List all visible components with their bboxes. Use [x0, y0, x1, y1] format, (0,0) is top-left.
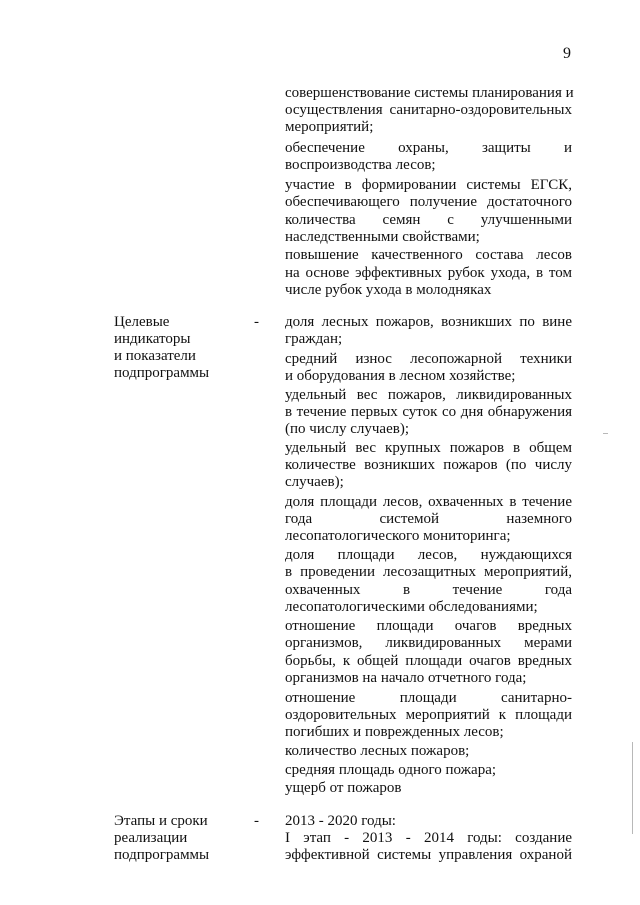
indicators-label-line: и показатели [114, 348, 196, 364]
stages-label-line: реализации [114, 830, 188, 846]
indicator-line: средняя площадь одного пожара; [285, 762, 497, 778]
indicator-line: граждан; [285, 331, 343, 347]
stage-line: 2013 - 2020 годы: [285, 813, 396, 829]
indicator-line: организмов, ликвидированных мерами [285, 635, 572, 651]
indicator-line: отношение площади санитарно- [285, 690, 572, 706]
intro-line: обеспечивающего получение достаточного [285, 194, 572, 210]
indicator-line: доля лесных пожаров, возникших по вине [285, 314, 572, 330]
indicator-line: средний износ лесопожарной техники [285, 351, 572, 367]
indicator-line: в течение первых суток со дня обнаружения [285, 404, 572, 420]
indicator-line: лесопатологическими обследованиями; [285, 599, 538, 615]
intro-line: совершенствование системы планирования и [285, 85, 574, 101]
indicator-line: (по числу случаев); [285, 421, 409, 437]
indicator-line: количестве возникших пожаров (по числу [285, 457, 572, 473]
indicator-line: количество лесных пожаров; [285, 743, 470, 759]
intro-line: воспроизводства лесов; [285, 157, 436, 173]
stages-dash: - [254, 813, 259, 829]
intro-line: числе рубок ухода в молодняках [285, 282, 492, 298]
indicators-dash: - [254, 314, 259, 330]
stages-label-line: подпрограммы [114, 847, 210, 863]
indicator-line: борьбы, к общей площади очагов вредных [285, 653, 572, 669]
indicator-line: погибших и поврежденных лесов; [285, 724, 504, 740]
indicator-line: доля площади лесов, охваченных в течение [285, 494, 572, 510]
intro-line: осуществления санитарно-оздоровительных [285, 102, 572, 118]
indicator-line: ущерб от пожаров [285, 780, 402, 796]
stage-line: эффективной системы управления охраной [285, 847, 572, 863]
indicator-line: отношение площади очагов вредных [285, 618, 572, 634]
intro-line: мероприятий; [285, 119, 374, 135]
stages-label-line: Этапы и сроки [114, 813, 208, 829]
indicator-line: года системой наземного [285, 511, 572, 527]
intro-line: обеспечение охраны, защиты и [285, 140, 572, 156]
intro-line: на основе эффективных рубок ухода, в том [285, 265, 572, 281]
indicator-line: и оборудования в лесном хозяйстве; [285, 368, 516, 384]
intro-line: наследственными свойствами; [285, 229, 480, 245]
indicators-label-line: подпрограммы [114, 365, 210, 381]
indicator-line: удельный вес крупных пожаров в общем [285, 440, 572, 456]
scan-artifact [632, 742, 633, 834]
intro-line: повышение качественного состава лесов [285, 247, 572, 263]
indicator-line: организмов на начало отчетного года; [285, 670, 527, 686]
indicator-line: в проведении лесозащитных мероприятий, [285, 564, 572, 580]
intro-line: количества семян с улучшенными [285, 212, 572, 228]
indicators-label-line: индикаторы [114, 331, 191, 347]
indicator-line: охваченных в течение года [285, 582, 572, 598]
page-number: 9 [563, 45, 571, 62]
intro-line: участие в формировании системы ЕГСК, [285, 177, 572, 193]
indicator-line: лесопатологического мониторинга; [285, 528, 511, 544]
scan-artifact [603, 433, 608, 434]
indicators-label-line: Целевые [114, 314, 170, 330]
indicator-line: оздоровительных мероприятий к площади [285, 707, 572, 723]
indicator-line: случаев); [285, 474, 344, 490]
stage-line: I этап - 2013 - 2014 годы: создание [285, 830, 572, 846]
indicator-line: доля площади лесов, нуждающихся [285, 547, 572, 563]
indicator-line: удельный вес пожаров, ликвидированных [285, 387, 572, 403]
